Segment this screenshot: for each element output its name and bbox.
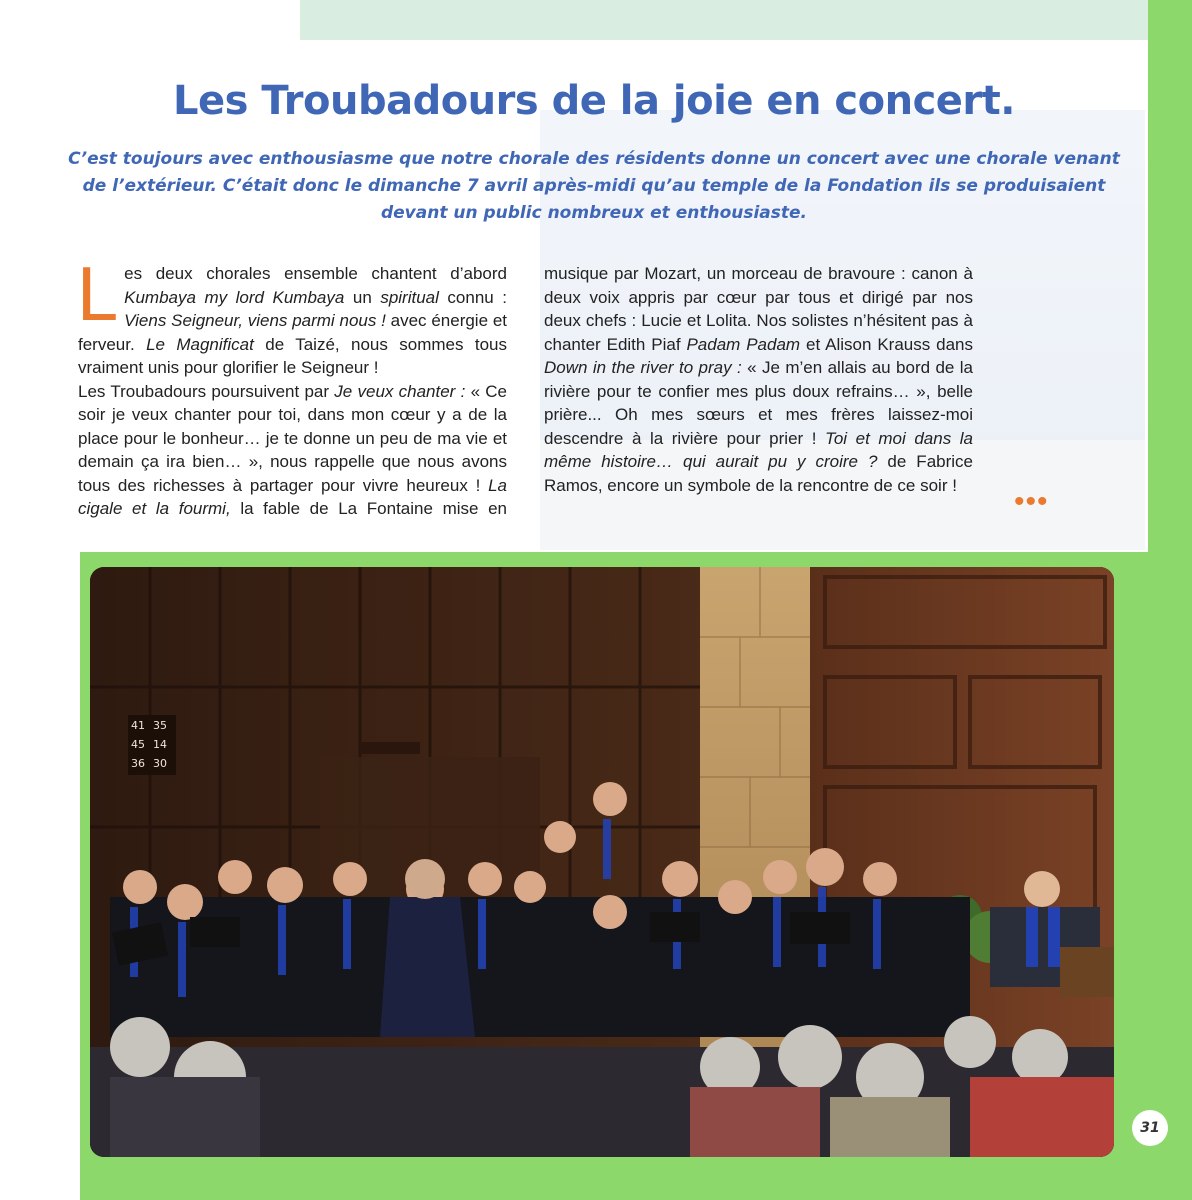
hymn-number: 14 — [153, 738, 167, 751]
body-text: connu : — [438, 287, 507, 307]
body-text: « Ce soir je veux chanter pour toi, dans mon cœur y a de la place pour le bonheur… je te donne un peu de ma vie et demain ça ira bien… », nous rappelle que nous avons tous des richesses à partager pour vivre heureux ! — [78, 381, 507, 495]
concert-photo-illustration — [90, 567, 1114, 1157]
concert-photo — [90, 567, 1114, 1157]
article-body — [76, 253, 974, 522]
continuation-dots: ••• — [1014, 485, 1049, 518]
body-text: et Alison Krauss dans — [800, 334, 974, 354]
italic-title-text: Viens Seigneur, viens parmi nous ! — [124, 311, 386, 330]
italic-title-text: Le Magnificat — [146, 334, 254, 354]
article-title: Les Troubadours de la joie en concert. — [173, 78, 1015, 124]
paragraph-1-text — [76, 253, 507, 377]
page-number: 31 — [1132, 1110, 1168, 1146]
body-text: Les Troubadours poursuivent par — [78, 381, 335, 401]
italic-title-text: Toi et moi dans la même histoire… qui aurait pu y croire ? — [544, 428, 973, 471]
body-text: avec énergie et ferveur. — [78, 311, 507, 354]
hymn-number: 41 — [131, 719, 145, 732]
drop-cap: L — [76, 253, 117, 337]
article-lead: C’est toujours avec enthousiasme que notre chorale des résidents donne un concert avec une chorale venant de l’extérieur. C’était donc le dimanche 7 avril après-midi qu’au temple de la Fondation ils se produisaient devant un public nombreux et enthousiaste. — [68, 149, 1120, 223]
italic-title-text: Je veux chanter : — [334, 381, 466, 401]
body-text: « Je m’en allais au bord de la rivière pour te confier mes plus doux refrains… », belle prière... Oh mes sœurs et mes frères laissez-moi descendre à la rivière pour prier ! — [544, 358, 973, 448]
italic-title-text: Padam Padam — [686, 334, 801, 354]
italic-title-text: La cigale et la fourmi, — [78, 475, 507, 518]
italic-title-text: Kumbaya my lord Kumbaya — [124, 287, 345, 307]
body-text: un — [344, 287, 381, 307]
body-text: de Fabrice Ramos, encore un symbole de la rencontre de ce soir ! — [544, 452, 973, 495]
hymn-number: 30 — [153, 757, 167, 770]
top-decor-strip — [300, 0, 1148, 40]
hymn-number: 45 — [131, 738, 145, 751]
italic-title-text: Down in the river to pray : — [544, 358, 742, 377]
body-text: de Taizé, nous sommes tous vraiment unis pour glorifier le Seigneur ! — [78, 334, 507, 377]
body-text: la fable de La Fontaine mise en musique par Mozart, un morceau de bravoure : canon à deux voix appris par cœur par tous et dirigé par nos deux chefs : Lucie et Lolita. Nos solistes n’hésitent pas à chanter Edith Piaf — [230, 264, 973, 518]
body-text: es deux chorales ensemble chantent d’abord — [124, 264, 507, 283]
hymn-number: 36 — [131, 757, 145, 770]
hymn-number: 35 — [153, 719, 167, 732]
italic-title-text: spiritual — [380, 287, 439, 307]
paragraph-1 — [76, 253, 507, 380]
